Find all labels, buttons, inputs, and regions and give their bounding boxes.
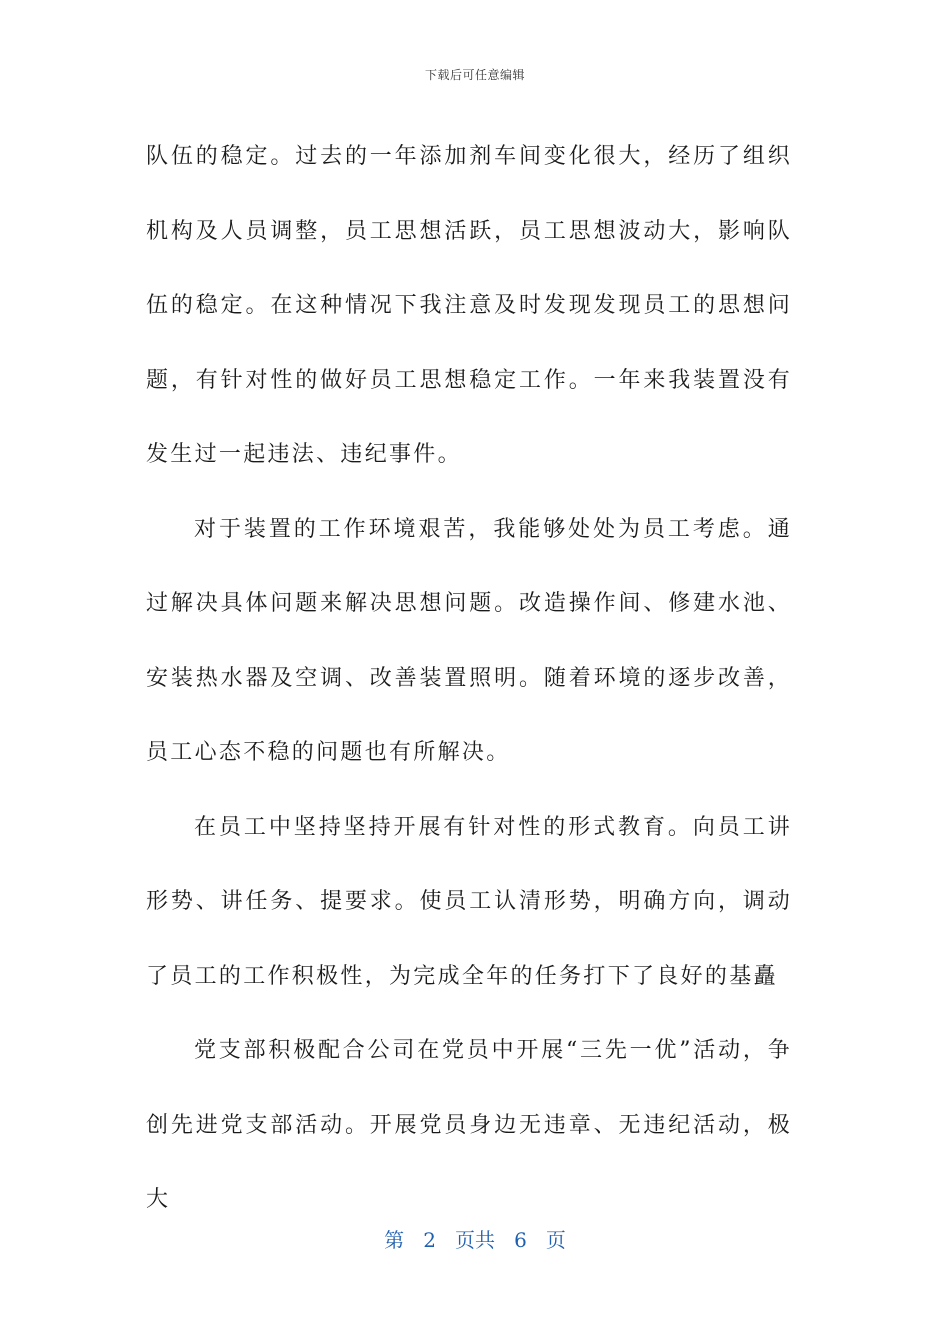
footer-suffix: 页 [545, 1228, 566, 1252]
footer-prefix: 第 [384, 1228, 405, 1252]
page-number-footer [0, 1224, 950, 1253]
total-pages-number: 6 [514, 1228, 527, 1252]
paragraph: 党支部积极配合公司在党员中开展“三先一优”活动，争创先进党支部活动。开展党员身边无违章、无违纪活动，极大 [146, 1038, 792, 1212]
paragraph: 在员工中坚持坚持开展有针对性的形式教育。向员工讲形势、讲任务、提要求。使员工认清形势，明确方向，调动了员工的工作积极性，为完成全年的任务打下了良好的基矗 [146, 814, 792, 989]
current-page-number: 2 [423, 1228, 436, 1252]
paragraph: 对于装置的工作环境艰苦，我能够处处为员工考虑。通过解决具体问题来解决思想问题。改造操作间、修建水池、安装热水器及空调、改善装置照明。随着环境的逐步改善，员工心态不稳的问题也有所解决。 [146, 516, 792, 765]
header-note: 下载后可任意编辑 [424, 68, 525, 82]
document-body [146, 120, 792, 1238]
footer-middle: 页共 [455, 1228, 495, 1252]
paragraph: 队伍的稳定。过去的一年添加剂车间变化很大，经历了组织机构及人员调整，员工思想活跃，员工思想波动大，影响队伍的稳定。在这种情况下我注意及时发现发现员工的思想问题，有针对性的做好员工思想稳定工作。一年来我装置没有发生过一起违法、违纪事件。 [146, 144, 792, 467]
